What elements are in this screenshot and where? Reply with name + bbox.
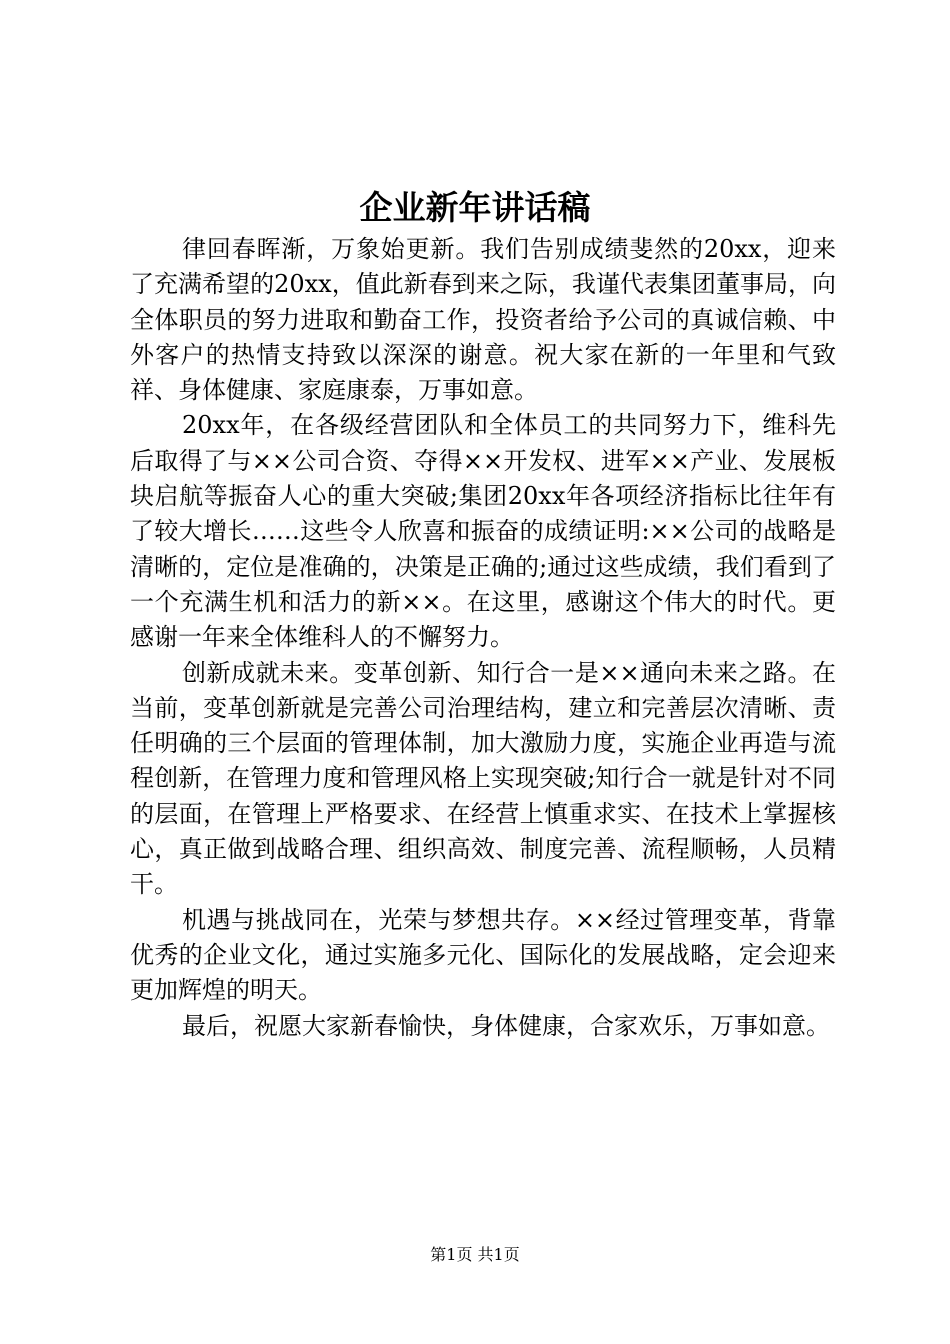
paragraph: 20xx年，在各级经营团队和全体员工的共同努力下，维科先后取得了与××公司合资、夺得××开发权、进军××产业、发展板块启航等振奋人心的重大突破;集团20xx年各项经济指标比往年有了较大增长……这些令人欣喜和振奋的成绩证明:××公司的战略是清晰的，定位是准确的，决策是正确的;通过这些成绩，我们看到了一个充满生机和活力的新××。在这里，感谢这个伟大的时代。更感谢一年来全体维科人的不懈努力。 <box>130 411 836 652</box>
document-title: 企业新年讲话稿 <box>359 188 591 227</box>
paragraph: 最后，祝愿大家新春愉快，身体健康，合家欢乐，万事如意。 <box>182 1011 830 1040</box>
paragraph: 创新成就未来。变革创新、知行合一是××通向未来之路。在当前，变革创新就是完善公司治理结构，建立和完善层次清晰、责任明确的三个层面的管理体制，加大激励力度，实施企业再造与流程创新，在管理力度和管理风格上实现突破;知行合一就是针对不同的层面，在管理上严格要求、在经营上慎重求实、在技术上掌握核心，真正做到战略合理、组织高效、制度完善、流程顺畅，人员精干。 <box>130 658 836 899</box>
page-footer: 第1页 共1页 <box>430 1245 520 1264</box>
paragraph: 律回春晖渐，万象始更新。我们告别成绩斐然的20xx，迎来了充满希望的20xx，值此新春到来之际，我谨代表集团董事局，向全体职员的努力进取和勤奋工作，投资者给予公司的真诚信赖、中外客户的热情支持致以深深的谢意。祝大家在新的一年里和气致祥、身体健康、家庭康泰，万事如意。 <box>130 235 836 405</box>
paragraph: 机遇与挑战同在，光荣与梦想共存。××经过管理变革，背靠优秀的企业文化，通过实施多元化、国际化的发展战略，定会迎来更加辉煌的明天。 <box>130 905 836 1005</box>
document-body <box>130 232 836 1044</box>
